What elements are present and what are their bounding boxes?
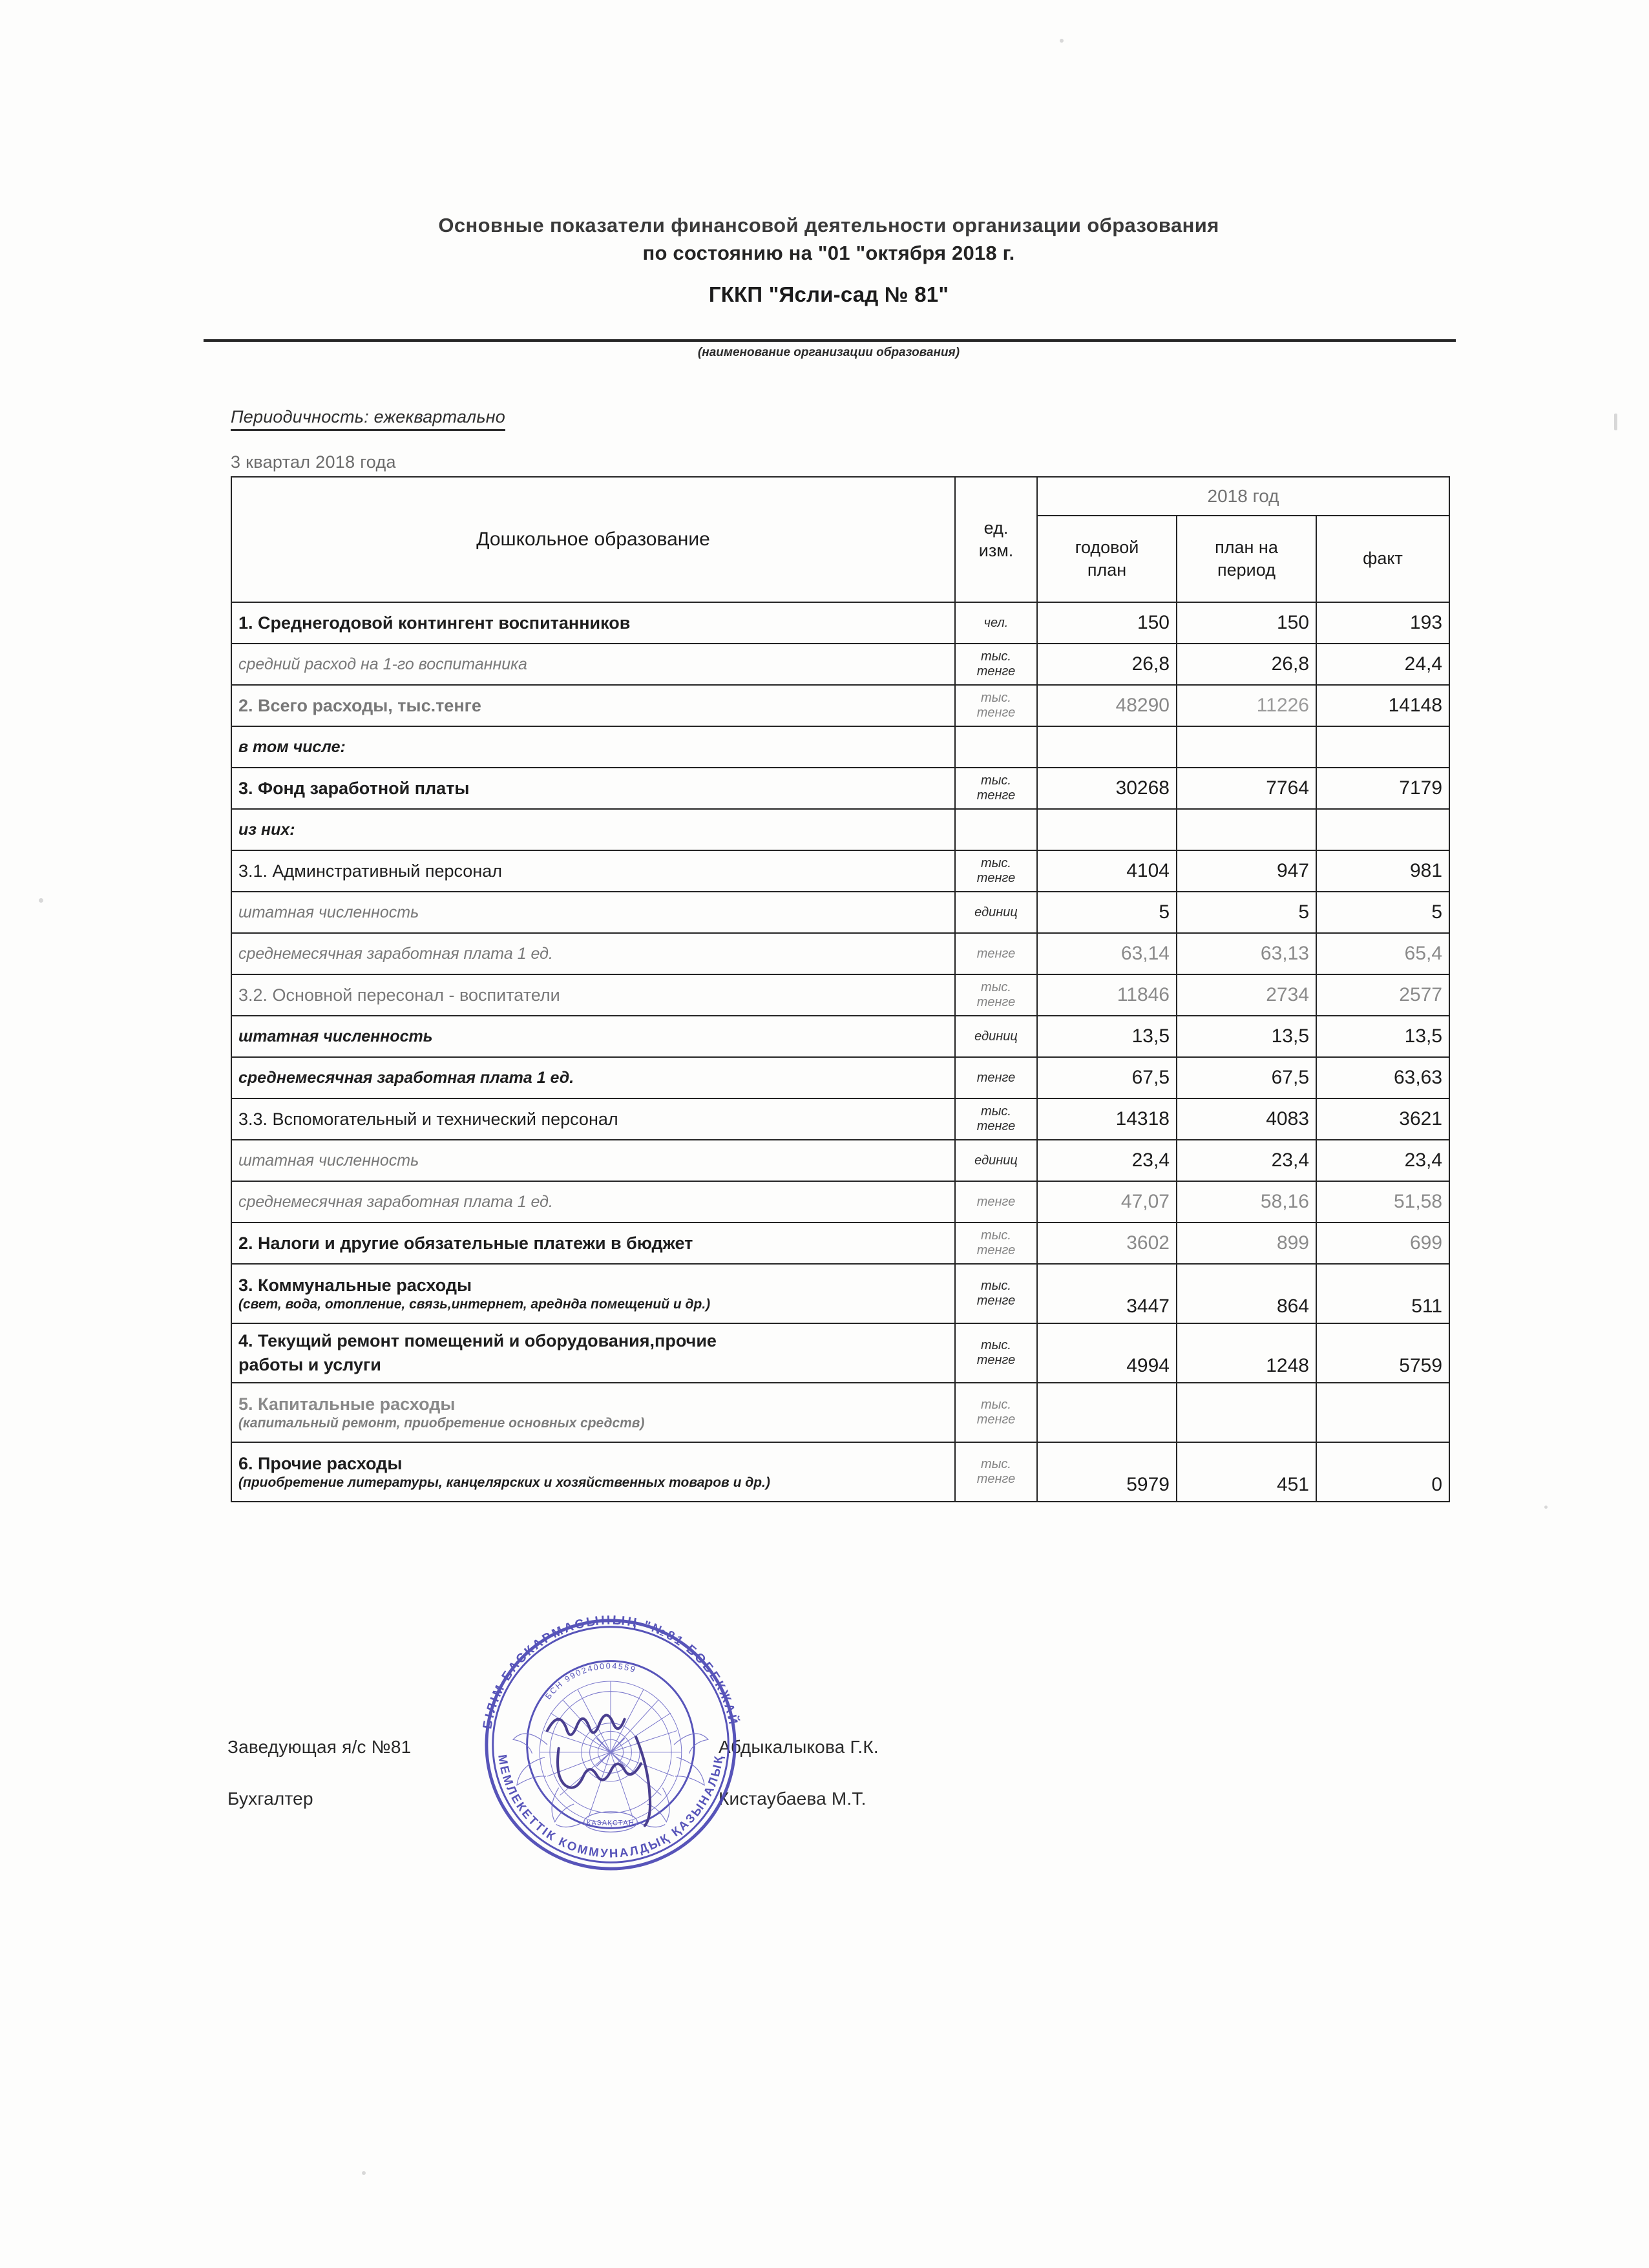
financial-table-wrapper [231, 476, 1449, 1502]
row-label: 3.2. Основной пересонал - воспитатели [231, 974, 955, 1016]
financial-indicators-table [231, 476, 1450, 1502]
row-label [231, 1264, 955, 1323]
row-annual-plan [1037, 809, 1177, 850]
signature-name-accountant: Кистаубаева М.Т. [719, 1789, 867, 1809]
annual-plan-line1: годовой [1075, 537, 1139, 557]
row-label: среднемесячная заработная плата 1 ед. [231, 1057, 955, 1098]
row-annual-plan: 48290 [1037, 685, 1177, 726]
row-label-line2: работы и услуги [238, 1355, 381, 1374]
organization-name: ГККП "Ясли-сад № 81" [708, 282, 949, 307]
document-title-line-1: Основные показатели финансовой деятельности организации образования [438, 214, 1219, 236]
periodicity-label: Периодичность: ежеквартально [231, 407, 505, 431]
row-fact: 981 [1316, 850, 1449, 892]
row-unit: тыс. тенге [955, 1264, 1037, 1323]
row-fact: 511 [1316, 1264, 1449, 1323]
period-plan-line2: период [1217, 560, 1276, 580]
row-fact [1316, 726, 1449, 768]
row-period-plan: 2734 [1177, 974, 1316, 1016]
row-annual-plan: 4994 [1037, 1323, 1177, 1383]
row-fact: 193 [1316, 602, 1449, 644]
row-unit: тыс. тенге [955, 1323, 1037, 1383]
table-row [231, 1016, 1449, 1057]
row-annual-plan: 63,14 [1037, 933, 1177, 974]
row-unit: единиц [955, 892, 1037, 933]
row-fact: 51,58 [1316, 1181, 1449, 1223]
row-fact: 7179 [1316, 768, 1449, 809]
scan-speck [1060, 39, 1064, 43]
row-label: среднемесячная заработная плата 1 ед. [231, 1181, 955, 1223]
row-annual-plan: 14318 [1037, 1098, 1177, 1140]
row-period-plan [1177, 726, 1316, 768]
row-unit: тыс. тенге [955, 850, 1037, 892]
period-plan-line1: план на [1215, 537, 1278, 557]
row-label: 2. Всего расходы, тыс.тенге [231, 685, 955, 726]
row-fact: 5 [1316, 892, 1449, 933]
row-fact: 0 [1316, 1442, 1449, 1502]
table-row [231, 1223, 1449, 1264]
row-period-plan [1177, 809, 1316, 850]
scan-speck [362, 2171, 366, 2175]
row-label: в том числе: [231, 726, 955, 768]
row-fact: 63,63 [1316, 1057, 1449, 1098]
row-period-plan: 864 [1177, 1264, 1316, 1323]
row-fact: 23,4 [1316, 1140, 1449, 1181]
signature-role-accountant: Бухгалтер [227, 1789, 313, 1809]
row-period-plan [1177, 1383, 1316, 1442]
row-label-note: (свет, вода, отопление, связь,интернет, ареднда помещений и др.) [238, 1296, 711, 1312]
column-header-unit-line1: ед. [983, 518, 1009, 538]
row-period-plan: 23,4 [1177, 1140, 1316, 1181]
table-head [231, 477, 1449, 602]
stamp-emblem-icon [513, 1681, 708, 1832]
row-label: 3.1. Админстративный персонал [231, 850, 955, 892]
table-row [231, 809, 1449, 850]
header-caption: (наименование организации образования) [697, 346, 960, 359]
row-unit: тыс. тенге [955, 1098, 1037, 1140]
row-fact: 699 [1316, 1223, 1449, 1264]
row-label: 3. Фонд заработной платы [231, 768, 955, 809]
row-period-plan: 11226 [1177, 685, 1316, 726]
row-fact: 3621 [1316, 1098, 1449, 1140]
row-fact: 5759 [1316, 1323, 1449, 1383]
row-annual-plan: 4104 [1037, 850, 1177, 892]
document-header [204, 213, 1454, 307]
row-annual-plan: 3602 [1037, 1223, 1177, 1264]
row-label: штатная численность [231, 1016, 955, 1057]
row-fact: 65,4 [1316, 933, 1449, 974]
row-unit: тыс. тенге [955, 1383, 1037, 1442]
annual-plan-line2: план [1087, 560, 1127, 580]
scan-speck [39, 898, 43, 903]
table-row [231, 1181, 1449, 1223]
row-label: 2. Налоги и другие обязательные платежи в бюджет [231, 1223, 955, 1264]
row-label: штатная численность [231, 1140, 955, 1181]
row-unit: тенге [955, 1181, 1037, 1223]
table-row [231, 1098, 1449, 1140]
scan-speck [1614, 414, 1617, 430]
row-annual-plan: 11846 [1037, 974, 1177, 1016]
row-unit: тыс. тенге [955, 768, 1037, 809]
row-unit [955, 726, 1037, 768]
row-annual-plan: 5 [1037, 892, 1177, 933]
row-label-main: 5. Капитальные расходы [238, 1394, 456, 1414]
row-period-plan: 67,5 [1177, 1057, 1316, 1098]
table-row [231, 1383, 1449, 1442]
row-period-plan: 1248 [1177, 1323, 1316, 1383]
stamp-outer-text-top: БІЛІМ БАСКАРМАСЫНЫҢ "№81 БӨБЕКЖАЙ [480, 1613, 740, 1730]
column-header-annual-plan [1037, 516, 1177, 602]
row-fact [1316, 809, 1449, 850]
table-row [231, 850, 1449, 892]
row-annual-plan: 23,4 [1037, 1140, 1177, 1181]
row-period-plan: 58,16 [1177, 1181, 1316, 1223]
document-title-line-2: по состоянию на "01 "октября 2018 г. [642, 241, 1015, 264]
column-header-year-group: 2018 год [1037, 477, 1449, 516]
signature-role-director: Заведующая я/с №81 [227, 1737, 412, 1757]
handwritten-signature [547, 1715, 650, 1825]
table-row [231, 933, 1449, 974]
column-header-unit [955, 477, 1037, 602]
column-header-period-plan [1177, 516, 1316, 602]
row-fact: 13,5 [1316, 1016, 1449, 1057]
row-period-plan: 26,8 [1177, 644, 1316, 685]
table-row [231, 1264, 1449, 1323]
row-label: из них: [231, 809, 955, 850]
row-fact: 2577 [1316, 974, 1449, 1016]
row-period-plan: 451 [1177, 1442, 1316, 1502]
stamp-outer-text-bottom: МЕМЛЕКЕТТІК КОММУНАЛДЫҚ ҚАЗЫНАЛЫҚ [496, 1753, 726, 1860]
row-label: среднемесячная заработная плата 1 ед. [231, 933, 955, 974]
row-annual-plan: 5979 [1037, 1442, 1177, 1502]
row-annual-plan: 47,07 [1037, 1181, 1177, 1223]
row-annual-plan [1037, 1383, 1177, 1442]
scan-speck [1544, 1506, 1548, 1509]
column-header-fact: факт [1316, 516, 1449, 602]
row-annual-plan: 150 [1037, 602, 1177, 644]
row-unit: чел. [955, 602, 1037, 644]
table-row [231, 726, 1449, 768]
table-row [231, 1323, 1449, 1383]
row-label [231, 1323, 955, 1383]
stamp-bin-text: БСН 990240004559 [543, 1661, 638, 1701]
stamp-emblem-label: ҚАЗАҚСТАН [586, 1819, 635, 1827]
row-annual-plan [1037, 726, 1177, 768]
row-unit: тенге [955, 933, 1037, 974]
table-row [231, 1442, 1449, 1502]
row-unit [955, 809, 1037, 850]
row-label-note: (приобретение литературы, канцелярских и хозяйственных товаров и др.) [238, 1475, 770, 1490]
row-annual-plan: 3447 [1037, 1264, 1177, 1323]
row-fact: 24,4 [1316, 644, 1449, 685]
row-label [231, 1442, 955, 1502]
row-label: средний расход на 1-го воспитанника [231, 644, 955, 685]
row-unit: тыс. тенге [955, 685, 1037, 726]
table-row [231, 892, 1449, 933]
row-period-plan: 5 [1177, 892, 1316, 933]
column-header-category: Дошкольное образование [231, 477, 955, 602]
table-body [231, 602, 1449, 1502]
table-row [231, 644, 1449, 685]
row-fact [1316, 1383, 1449, 1442]
row-annual-plan: 13,5 [1037, 1016, 1177, 1057]
row-period-plan: 150 [1177, 602, 1316, 644]
table-row [231, 1140, 1449, 1181]
table-row [231, 974, 1449, 1016]
row-label [231, 1383, 955, 1442]
row-period-plan: 899 [1177, 1223, 1316, 1264]
table-row [231, 768, 1449, 809]
table-row [231, 685, 1449, 726]
row-label: 3.3. Вспомогательный и технический персонал [231, 1098, 955, 1140]
table-row [231, 1057, 1449, 1098]
row-annual-plan: 26,8 [1037, 644, 1177, 685]
row-label-main: 6. Прочие расходы [238, 1453, 403, 1473]
row-label-main: 3. Коммунальные расходы [238, 1275, 472, 1295]
row-unit: тыс. тенге [955, 1223, 1037, 1264]
row-label: штатная численность [231, 892, 955, 933]
row-unit: единиц [955, 1016, 1037, 1057]
header-divider [204, 339, 1456, 342]
row-period-plan: 13,5 [1177, 1016, 1316, 1057]
row-annual-plan: 30268 [1037, 768, 1177, 809]
row-period-plan: 63,13 [1177, 933, 1316, 974]
table-row [231, 602, 1449, 644]
row-period-plan: 7764 [1177, 768, 1316, 809]
row-unit: тыс. тенге [955, 1442, 1037, 1502]
row-unit: тыс. тенге [955, 644, 1037, 685]
column-header-unit-line2: изм. [978, 541, 1014, 560]
row-label: 1. Среднегодовой контингент воспитанников [231, 602, 955, 644]
row-unit: тыс. тенге [955, 974, 1037, 1016]
quarter-label: 3 квартал 2018 года [231, 452, 396, 472]
row-label-note: (капитальный ремонт, приобретение основных средств) [238, 1415, 645, 1431]
row-unit: тенге [955, 1057, 1037, 1098]
signature-name-director: Абдыкалыкова Г.К. [719, 1737, 879, 1757]
row-fact: 14148 [1316, 685, 1449, 726]
row-period-plan: 4083 [1177, 1098, 1316, 1140]
row-unit: единиц [955, 1140, 1037, 1181]
row-period-plan: 947 [1177, 850, 1316, 892]
row-annual-plan: 67,5 [1037, 1057, 1177, 1098]
row-label-main: 4. Текущий ремонт помещений и оборудования,прочие [238, 1331, 717, 1350]
